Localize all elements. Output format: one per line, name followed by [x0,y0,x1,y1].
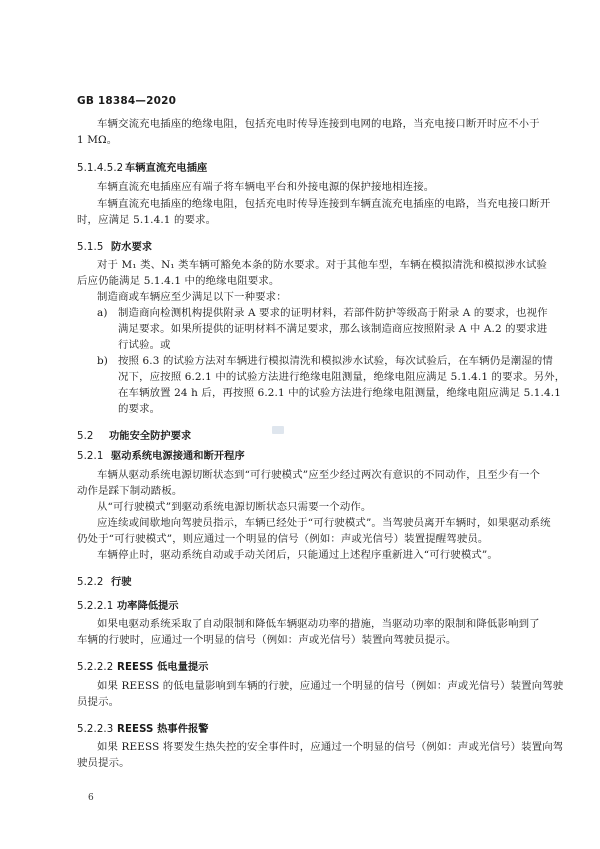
paragraph-line: 如果电驱动系统采取了自动限制和降低车辆驱动功率的措施，当驱动功率的限制和降低影响到了 [97,618,540,630]
section-number: 5.2.2.2 [77,662,114,673]
paragraph-line: 车辆从驱动系统电源切断状态到“可行驶模式”应至少经过两次有意识的不同动作，且至少有一个 [97,469,541,481]
list-item-line: 满足要求。如果所提供的证明材料不满足要求，那么该制造商应按照附录 A 中 A.2 的要求进 [118,323,548,335]
section-number: 5.1.4.5.2 [77,163,124,174]
section-number: 5.2 [77,431,94,442]
section-number: 5.2.2.1 [77,601,114,612]
paragraph-line: 驶员提示。 [77,757,130,769]
page-number: 6 [88,793,94,803]
section-heading-5-2-2-3 [77,720,209,735]
paragraph-line: 从“可行驶模式”到驱动系统电源切断状态只需要一个动作。 [97,501,372,513]
list-item-line: 制造商向检测机构提供附录 A 要求的证明材料，若部件防护等级高于附录 A 的要求，也视作 [118,307,548,319]
paragraph-line: 员提示。 [77,696,120,708]
paragraph-line: 制造商或车辆应至少满足以下一种要求： [97,291,287,303]
section-number: 5.1.5 [77,242,104,253]
paragraph-line: 仍处于“可行驶模式”，则应通过一个明显的信号（例如：声或光信号）装置提醒驾驶员。 [77,533,489,545]
section-title: 防水要求 [111,242,153,253]
list-item-line: 行试验。或 [118,339,171,351]
section-heading-5-2 [77,427,191,442]
paragraph-line: 如果 REESS 将要发生热失控的安全事件时，应通过一个明显的信号（例如：声或光信号）装置向驾 [97,741,564,753]
list-item-line: 在车辆放置 24 h 后，再按照 6.2.1 中的试验方法进行绝缘电阻测量，绝缘电阻应满足 5.1.4.1 [118,387,561,399]
list-item-label: a) [97,307,108,319]
section-title: REESS 热事件报警 [117,724,209,735]
paragraph-line: 1 MΩ。 [77,134,118,146]
paragraph-line: 如果 REESS 的低电量影响到车辆的行驶，应通过一个明显的信号（例如：声或光信号）装置向驾驶 [97,680,564,692]
paragraph-line: 车辆的行驶时，应通过一个明显的信号（例如：声或光信号）装置向驾驶员提示。 [77,634,457,646]
paragraph-line: 车辆直流充电插座应有端子将车辆电平台和外接电源的保护接地相连接。 [97,181,435,193]
section-number: 5.2.2 [77,577,104,588]
paragraph-line: 对于 M₁ 类、N₁ 类车辆可豁免本条的防水要求。对于其他车型，车辆在模拟清洗和模拟涉水试验 [97,259,548,271]
watermark-mark [272,426,284,434]
paragraph-line: 后应仍能满足 5.1.4.1 中的绝缘电阻要求。 [77,275,280,287]
paragraph-line: 动作是踩下制动踏板。 [77,485,183,497]
section-heading-5-2-1 [77,447,245,462]
paragraph-line: 应连续或间歇地向驾驶员指示，车辆已经处于“可行驶模式”。当驾驶员离开车辆时，如果驱动系统 [97,517,551,529]
paragraph-line: 时，应满足 5.1.4.1 的要求。 [77,214,217,226]
standard-number: GB 18384—2020 [77,95,177,107]
list-item-line: 况下，应按照 6.2.1 中的试验方法进行绝缘电阻测量，绝缘电阻应满足 5.1.4.1 的要求。另外， [118,371,566,383]
section-title: 功率降低提示 [117,601,179,612]
paragraph-line: 车辆交流充电插座的绝缘电阻，包括充电时传导连接到电网的电路，当充电接口断开时应不小于 [97,118,540,130]
section-heading-5-2-2-2 [77,658,209,673]
section-heading-5-2-2-1 [77,597,179,612]
section-title: 驱动系统电源接通和断开程序 [111,451,245,462]
section-number: 5.2.2.3 [77,724,114,735]
section-title: 行驶 [111,577,132,588]
section-heading-5-1-5 [77,238,152,253]
list-item-label: b) [97,355,109,367]
section-title: 车辆直流充电插座 [125,163,208,174]
list-item-line: 按照 6.3 的试验方法对车辆进行模拟清洗和模拟涉水试验，每次试验后，在车辆仍是潮湿的情 [118,355,553,367]
paragraph-line: 车辆停止时，驱动系统自动或手动关闭后，只能通过上述程序重新进入“可行驶模式”。 [97,549,498,561]
section-number: 5.2.1 [77,451,104,462]
section-title: 功能安全防护要求 [109,431,192,442]
section-heading-5-2-2 [77,573,132,588]
paragraph-line: 车辆直流充电插座的绝缘电阻，包括充电时传导连接到车辆直流充电插座的电路，当充电接口断开 [97,198,551,210]
section-title: REESS 低电量提示 [117,662,209,673]
list-item-line: 的要求。 [118,403,161,415]
section-heading-5-1-4-5-2 [77,159,207,174]
